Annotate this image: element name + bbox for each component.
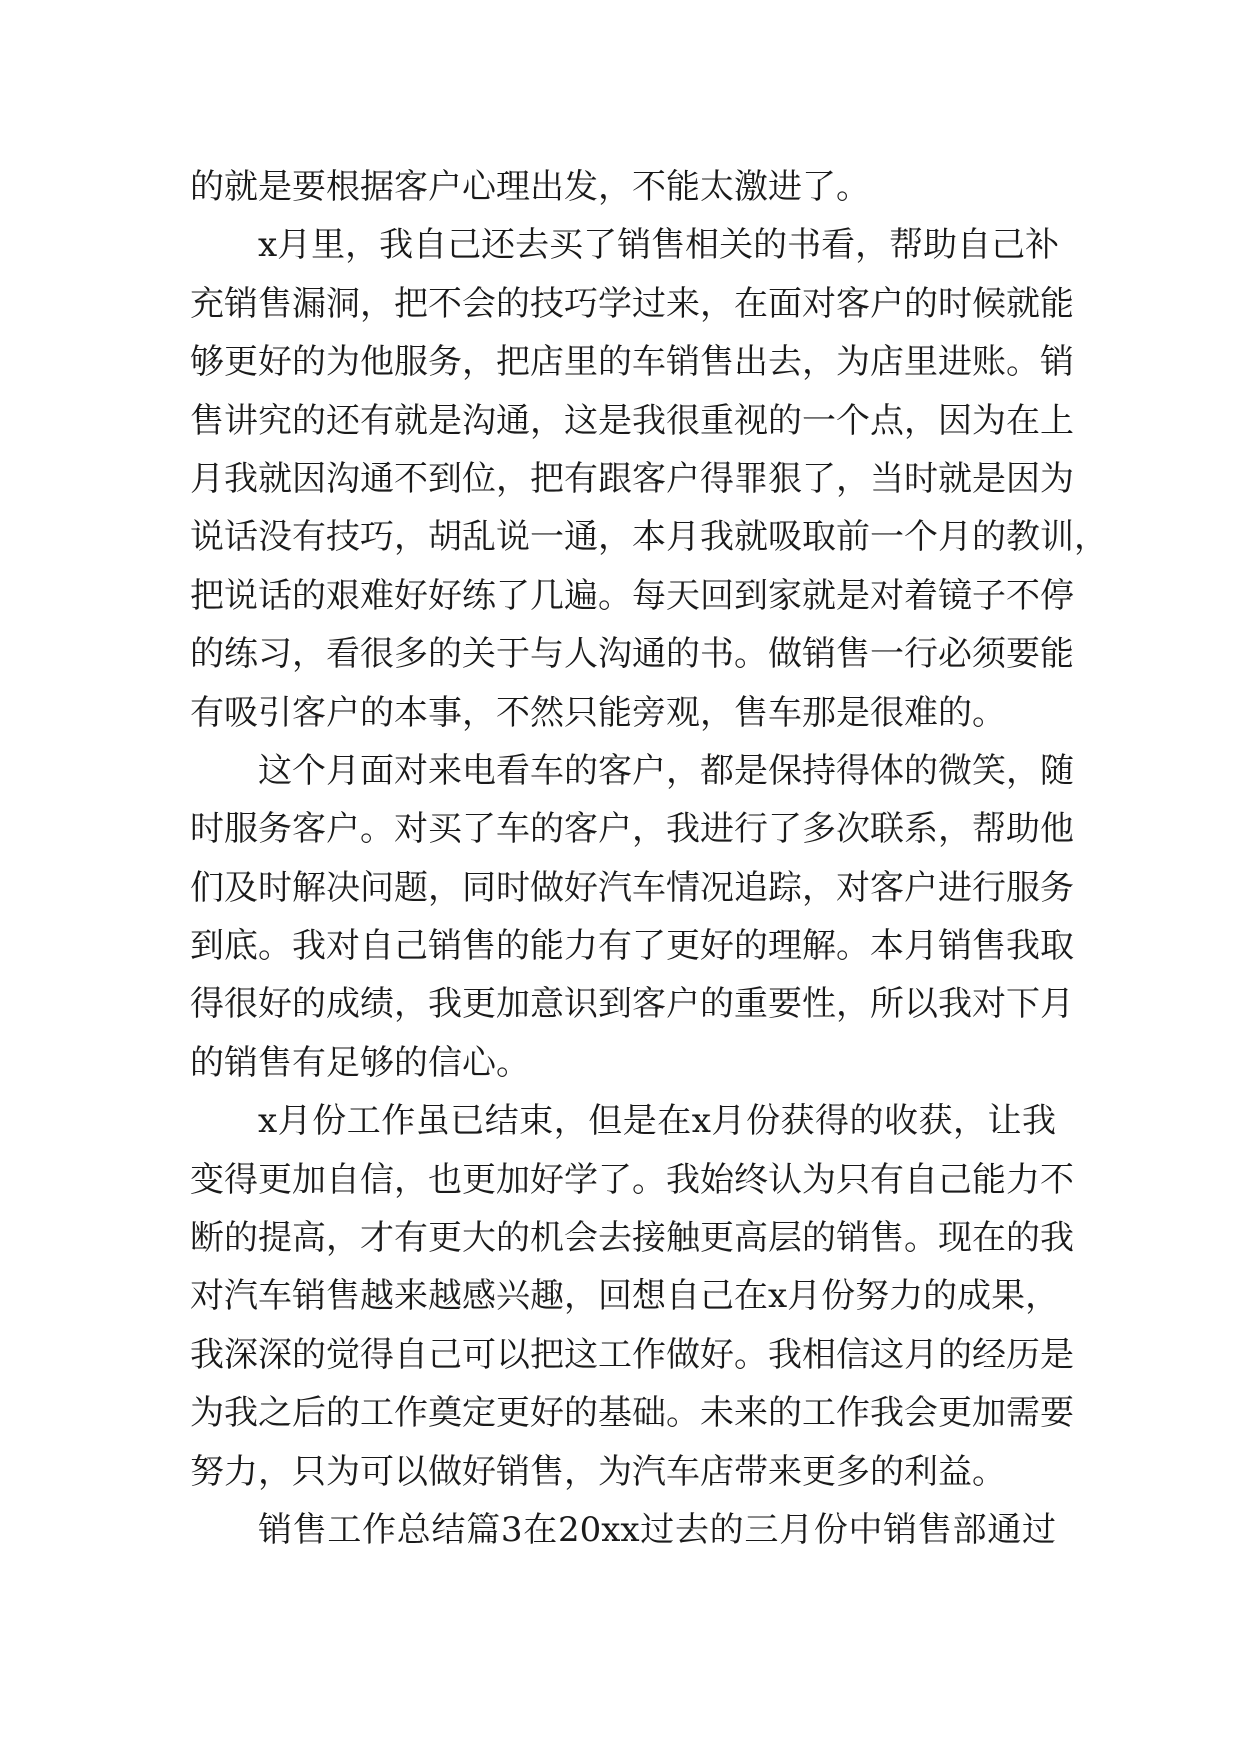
paragraph-start-line: x月份工作虽已结束，但是在x月份获得的收获，让我 bbox=[258, 1101, 1056, 1142]
text-line: 有吸引客户的本事，不然只能旁观，售车那是很难的。 bbox=[190, 692, 1006, 733]
text-line: 断的提高，才有更大的机会去接触更高层的销售。现在的我 bbox=[190, 1218, 1074, 1259]
paragraph-start-line: 销售工作总结篇3在20xx过去的三月份中销售部通过 bbox=[258, 1509, 1056, 1550]
text-line: 的销售有足够的信心。 bbox=[190, 1042, 530, 1083]
text-line: 得很好的成绩，我更加意识到客户的重要性，所以我对下月 bbox=[190, 984, 1074, 1025]
text-line: 对汽车销售越来越感兴趣，回想自己在x月份努力的成果， bbox=[190, 1276, 1060, 1317]
text-line: 把说话的艰难好好练了几遍。每天回到家就是对着镜子不停 bbox=[190, 575, 1074, 616]
text-line: 到底。我对自己销售的能力有了更好的理解。本月销售我取 bbox=[190, 926, 1074, 967]
text-line: 们及时解决问题，同时做好汽车情况追踪，对客户进行服务 bbox=[190, 867, 1074, 908]
text-line: 月我就因沟通不到位，把有跟客户得罪狠了，当时就是因为 bbox=[190, 458, 1074, 499]
text-line: 售讲究的还有就是沟通，这是我很重视的一个点，因为在上 bbox=[190, 400, 1074, 441]
text-line: 我深深的觉得自己可以把这工作做好。我相信这月的经历是 bbox=[190, 1334, 1074, 1375]
text-line: 够更好的为他服务，把店里的车销售出去，为店里进账。销 bbox=[190, 342, 1074, 383]
text-line: 说话没有技巧，胡乱说一通，本月我就吸取前一个月的教训， bbox=[190, 517, 1108, 558]
paragraph-start-line: 这个月面对来电看车的客户，都是保持得体的微笑，随 bbox=[258, 750, 1074, 791]
document-body bbox=[190, 158, 1108, 1559]
text-line: 充销售漏洞，把不会的技巧学过来，在面对客户的时候就能 bbox=[190, 283, 1074, 324]
text-line: 努力，只为可以做好销售，为汽车店带来更多的利益。 bbox=[190, 1451, 1006, 1492]
paragraph-start-line: x月里，我自己还去买了销售相关的书看，帮助自己补 bbox=[258, 225, 1060, 266]
text-line: 为我之后的工作奠定更好的基础。未来的工作我会更加需要 bbox=[190, 1393, 1074, 1434]
text-line: 的练习，看很多的关于与人沟通的书。做销售一行必须要能 bbox=[190, 634, 1074, 675]
text-line: 的就是要根据客户心理出发，不能太激进了。 bbox=[190, 167, 870, 207]
text-line: 时服务客户。对买了车的客户，我进行了多次联系，帮助他 bbox=[190, 809, 1074, 850]
text-line: 变得更加自信，也更加好学了。我始终认为只有自己能力不 bbox=[190, 1159, 1074, 1200]
